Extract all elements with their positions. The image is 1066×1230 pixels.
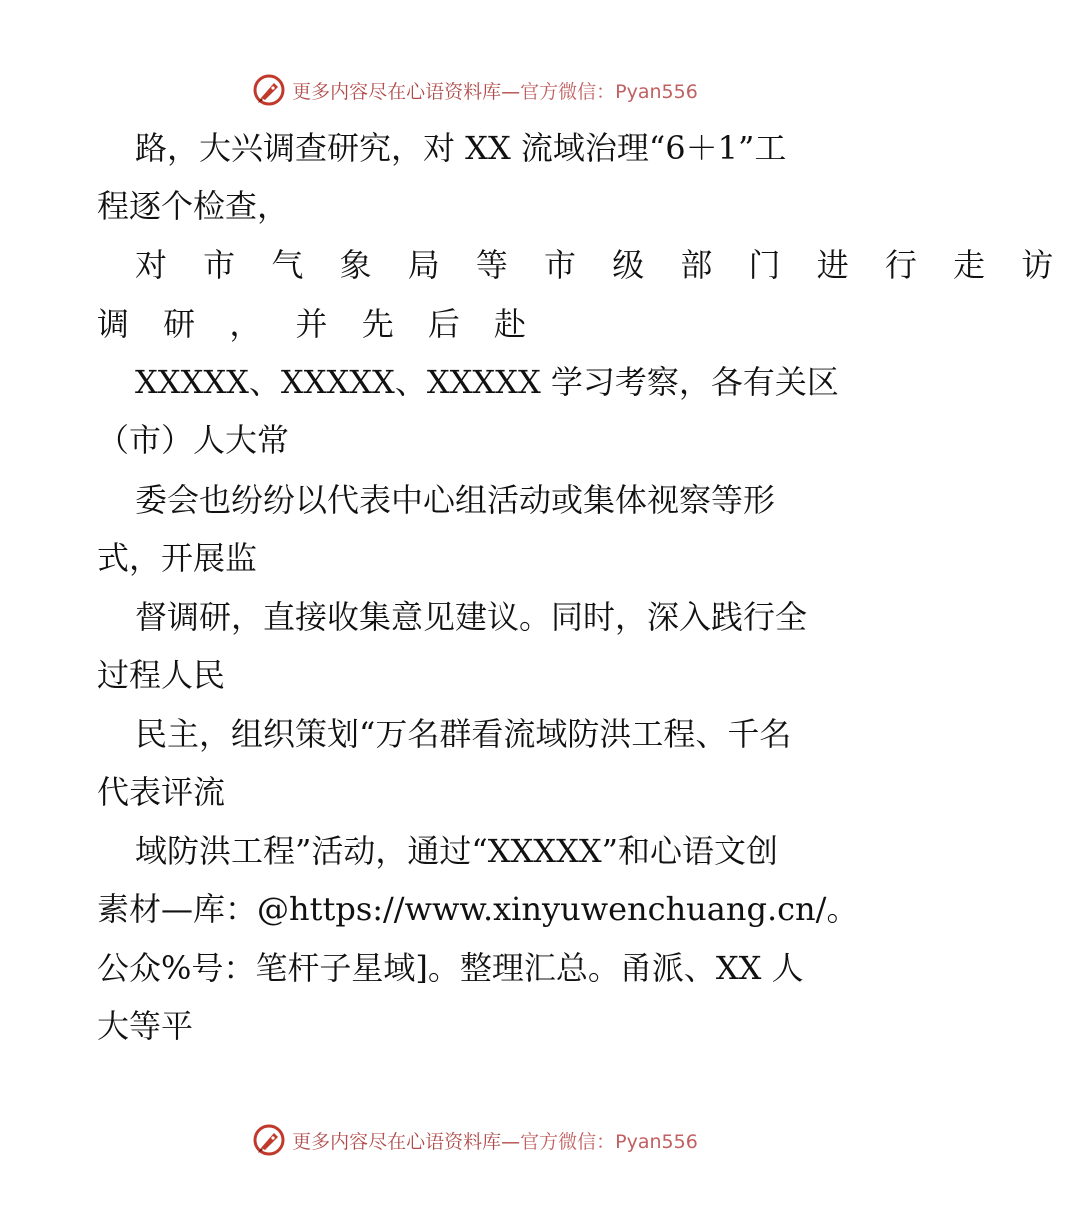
body-line-8: 式，开展监	[97, 539, 258, 577]
header-banner-main: 更多内容尽在心语资料库	[292, 80, 502, 103]
body-line-16: 大等平	[97, 1007, 194, 1045]
header-banner-separator: —	[501, 80, 521, 103]
pen-nib-logo-icon	[252, 1123, 286, 1157]
footer-banner-main: 更多内容尽在心语资料库	[292, 1130, 502, 1153]
body-line-15: 公众%号：笔杆子星域]。整理汇总。甬派、XX 人	[97, 949, 804, 987]
body-line-3: 对 市 气 象 局 等 市 级 部 门 进 行 走 访	[135, 246, 1066, 284]
body-line-14: 素材—库：@https://www.xinyuwenchuang.cn/。	[97, 890, 859, 928]
header-banner-contact: 官方微信：Pyan556	[520, 80, 698, 103]
body-line-9: 督调研，直接收集意见建议。同时，深入践行全	[135, 598, 808, 636]
footer-banner-text	[292, 1127, 698, 1154]
body-line-5: XXXXX、XXXXX、XXXXX 学习考察，各有关区	[135, 363, 839, 401]
body-line-2: 程逐个检查，	[97, 187, 290, 225]
body-line-6: （市）人大常	[97, 421, 290, 459]
body-line-1: 路，大兴调查研究，对 XX 流域治理“6＋1”工	[135, 129, 787, 167]
body-line-13: 域防洪工程”活动，通过“XXXXX”和心语文创	[135, 832, 778, 870]
footer-banner-contact: 官方微信：Pyan556	[520, 1130, 698, 1153]
body-line-7: 委会也纷纷以代表中心组活动或集体视察等形	[135, 481, 776, 519]
footer-banner-separator: —	[501, 1130, 521, 1153]
body-line-11: 民主，组织策划“万名群看流域防洪工程、千名	[135, 715, 792, 753]
footer-banner	[0, 1120, 950, 1160]
body-line-12: 代表评流	[97, 773, 226, 811]
body-line-10: 过程人民	[97, 656, 226, 694]
body-line-4: 调 研 ， 并 先 后 赴	[97, 305, 539, 343]
